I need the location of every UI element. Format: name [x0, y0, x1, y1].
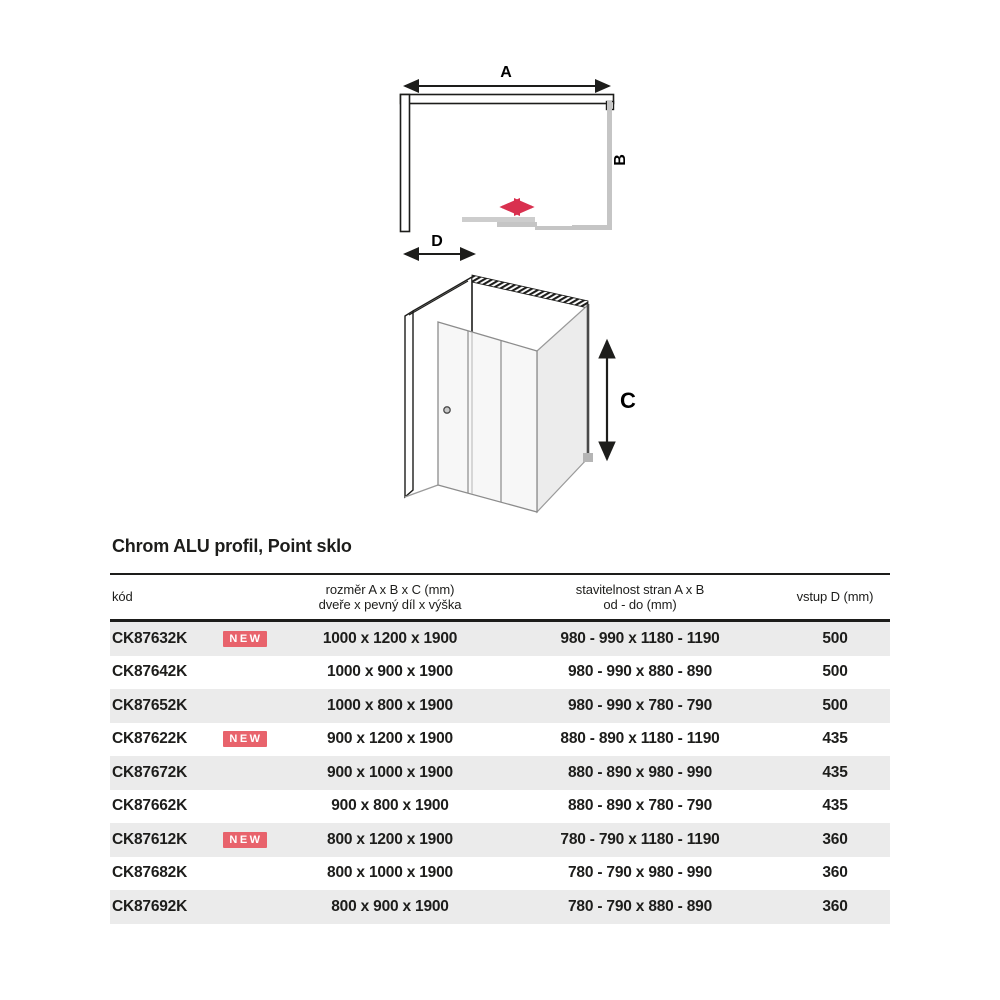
- header-adjustability-line2: od - do (mm): [603, 597, 677, 612]
- adjustability-cell: 880 - 890 x 780 - 790: [567, 797, 713, 815]
- table-body: [110, 622, 890, 924]
- product-code: CK87622K: [112, 730, 188, 748]
- header-dimensions-line2: dveře x pevný díl x výška: [318, 597, 462, 612]
- dimension-b-label: B: [612, 154, 629, 166]
- dimension-d-label: D: [431, 233, 443, 250]
- header-entry: vstup D (mm): [796, 589, 874, 605]
- entry-width-cell: 500: [822, 696, 848, 714]
- entry-width-cell: 500: [822, 663, 848, 681]
- section-title: Chrom ALU profil, Point sklo: [112, 536, 352, 556]
- new-badge: NEW: [223, 731, 266, 747]
- dimensions-cell: 800 x 1000 x 1900: [327, 864, 453, 882]
- new-badge-cell: [210, 770, 280, 775]
- right-glass-face: [537, 305, 588, 512]
- entry-width-cell: 360: [822, 830, 848, 848]
- spec-section: [110, 536, 890, 924]
- table-row: [110, 790, 890, 824]
- product-code: CK87652K: [112, 696, 188, 714]
- table-row: [110, 756, 890, 790]
- new-badge-cell: [210, 631, 280, 647]
- dimensions-cell: 900 x 1200 x 1900: [327, 730, 453, 748]
- door-panel-2: [497, 222, 537, 227]
- product-code: CK87612K: [112, 830, 188, 848]
- header-dimensions-line1: rozměr A x B x C (mm): [325, 581, 455, 597]
- adjustability-cell: 780 - 790 x 880 - 890: [567, 897, 713, 915]
- product-code: CK87682K: [112, 864, 188, 882]
- front-sliding-door: [438, 322, 537, 512]
- table-row: [110, 656, 890, 690]
- glass-wall-bottom-fixed: [572, 225, 612, 230]
- top-rail: [472, 275, 588, 308]
- table-row: [110, 890, 890, 924]
- adjustability-cell: 980 - 990 x 780 - 790: [567, 696, 713, 714]
- header-code: kód: [112, 589, 133, 605]
- table-row: [110, 823, 890, 857]
- new-badge-cell: [210, 670, 280, 675]
- adjustability-cell: 880 - 890 x 980 - 990: [567, 763, 713, 781]
- dimensions-cell: 900 x 1000 x 1900: [327, 763, 453, 781]
- dimensions-cell: 1000 x 1200 x 1900: [322, 629, 458, 647]
- dimensions-cell: 1000 x 800 x 1900: [327, 696, 453, 714]
- header-dimensions: [280, 582, 500, 613]
- header-adjustability: [500, 582, 780, 613]
- table-row: [110, 689, 890, 723]
- dimensions-cell: 900 x 800 x 1900: [331, 797, 449, 815]
- entry-width-cell: 435: [822, 797, 848, 815]
- dimension-c-label: C: [620, 388, 636, 413]
- new-badge-cell: [210, 871, 280, 876]
- new-badge-cell: [210, 804, 280, 809]
- new-badge-cell: [210, 904, 280, 909]
- door-panel-3: [535, 226, 572, 230]
- product-code: CK87662K: [112, 797, 188, 815]
- product-code: CK87642K: [112, 663, 188, 681]
- door-panel-1: [462, 217, 535, 222]
- table-row: [110, 723, 890, 757]
- adjustability-cell: 780 - 790 x 1180 - 1190: [560, 830, 720, 848]
- new-badge-cell: [210, 832, 280, 848]
- entry-width-cell: 435: [822, 730, 848, 748]
- table-row: [110, 857, 890, 891]
- door-handle: [444, 407, 450, 413]
- new-badge-cell: [210, 703, 280, 708]
- adjustability-cell: 880 - 890 x 1180 - 1190: [560, 730, 720, 748]
- table-header: [110, 573, 890, 622]
- plan-diagram: [390, 55, 650, 270]
- iso-diagram: [395, 265, 660, 530]
- adjustability-cell: 780 - 790 x 980 - 990: [567, 864, 713, 882]
- sliding-door-panels: [462, 217, 572, 230]
- post-foot: [583, 453, 593, 462]
- adjustability-cell: 980 - 990 x 1180 - 1190: [560, 629, 720, 647]
- product-code: CK87672K: [112, 763, 188, 781]
- adjustability-cell: 980 - 990 x 880 - 890: [567, 663, 713, 681]
- entry-width-cell: 360: [822, 897, 848, 915]
- entry-width-cell: 435: [822, 763, 848, 781]
- product-code: CK87692K: [112, 897, 188, 915]
- entry-width-cell: 360: [822, 864, 848, 882]
- dimensions-cell: 800 x 900 x 1900: [331, 897, 449, 915]
- dimensions-cell: 800 x 1200 x 1900: [327, 830, 453, 848]
- new-badge-cell: [210, 731, 280, 747]
- wall-left: [401, 95, 410, 232]
- dimensions-cell: 1000 x 900 x 1900: [327, 663, 453, 681]
- table-row: [110, 622, 890, 656]
- new-badge: NEW: [223, 832, 266, 848]
- entry-width-cell: 500: [822, 629, 848, 647]
- product-code: CK87632K: [112, 629, 188, 647]
- header-adjustability-line1: stavitelnost stran A x B: [575, 581, 705, 597]
- wall-top: [401, 95, 614, 104]
- new-badge: NEW: [223, 631, 266, 647]
- dimension-a-label: A: [500, 64, 512, 81]
